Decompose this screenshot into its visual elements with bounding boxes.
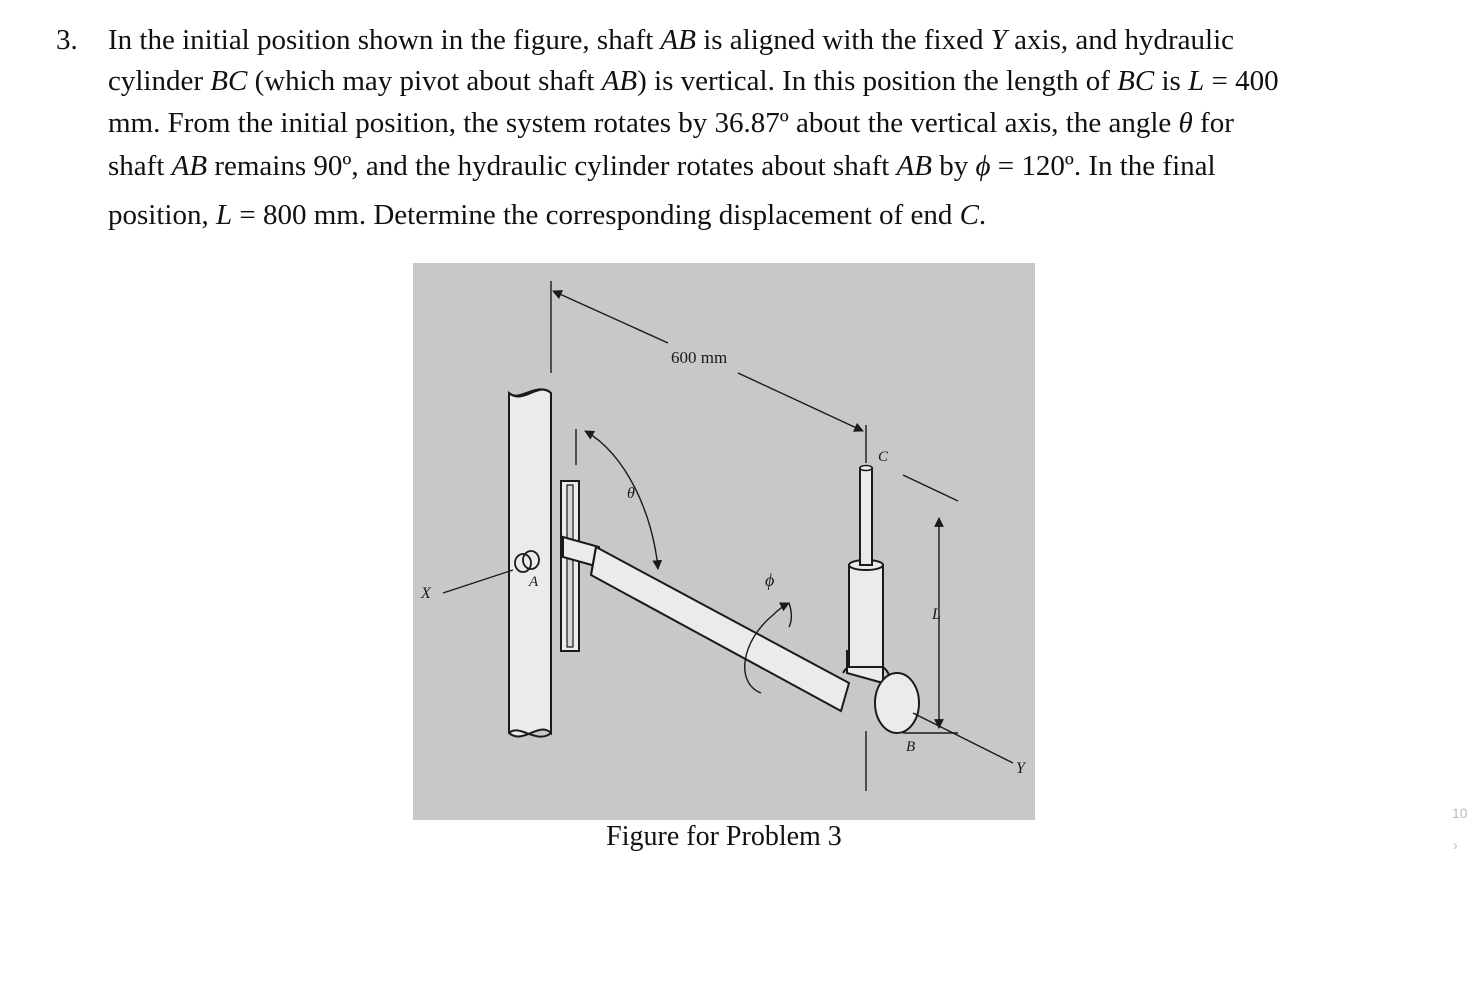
math-variable: ϕ (975, 150, 991, 182)
label-y: Y (1016, 760, 1025, 777)
label-x: X (421, 585, 431, 602)
text-segment: = 800 mm. Determine the corresponding displacement of end (232, 199, 960, 231)
hydraulic-cylinder (849, 466, 883, 668)
math-variable: BC (210, 65, 248, 97)
math-variable: L (1188, 65, 1205, 97)
figure-caption: Figure for Problem 3 (606, 821, 842, 852)
problem-text-line-3 (108, 103, 1234, 143)
text-segment: for (1192, 107, 1234, 139)
text-segment: is aligned with the fixed (695, 24, 991, 56)
problem-text-line-4 (108, 146, 1216, 186)
label-a: A (529, 574, 539, 590)
math-variable: Y (990, 24, 1007, 56)
label-b: B (906, 739, 916, 755)
text-segment: In the initial position shown in the figure, shaft (108, 24, 661, 56)
problem-text-line-1 (108, 20, 1234, 60)
dimension-600mm (553, 291, 863, 431)
text-segment: by (931, 150, 976, 182)
next-page-chevron-icon[interactable]: › (1453, 837, 1458, 853)
math-variable: θ (1178, 107, 1193, 139)
math-variable: AB (171, 150, 208, 182)
label-phi: ϕ (765, 570, 775, 590)
mechanism-drawing (413, 263, 1035, 820)
shaft-ab (591, 547, 849, 711)
text-segment: axis, and hydraulic (1006, 24, 1234, 56)
math-variable: AB (601, 65, 638, 97)
label-c: C (878, 449, 889, 465)
text-segment: remains 90º, and the hydraulic cylinder rotates about shaft (207, 150, 897, 182)
page-edge-number: 10 (1452, 805, 1468, 821)
text-segment: position, (108, 199, 216, 231)
math-variable: BC (1117, 65, 1155, 97)
text-segment: is (1154, 65, 1189, 97)
label-l: L (932, 606, 941, 623)
problem-text-line-2 (108, 61, 1279, 101)
text-segment: . (978, 199, 987, 231)
math-variable: AB (896, 150, 932, 182)
column-bracket (561, 481, 579, 651)
text-segment: = 400 (1204, 65, 1279, 97)
dimension-l (931, 518, 941, 728)
label-theta: θ (627, 485, 635, 502)
math-variable: L (215, 199, 233, 231)
text-segment: = 120º. In the final (990, 150, 1216, 182)
dimension-600mm-label: 600 mm (671, 348, 728, 367)
problem-number: 3. (56, 24, 78, 56)
problem-figure (413, 263, 1035, 820)
text-segment: (which may pivot about shaft (247, 65, 602, 97)
problem-text-line-5 (108, 195, 986, 235)
math-variable: C (959, 199, 979, 231)
math-variable: AB (660, 24, 696, 56)
text-segment: ) is vertical. In this position the length of (637, 65, 1118, 97)
text-segment: mm. From the initial position, the system rotates by 36.87º about the vertical axis, the angle (108, 107, 1179, 139)
text-segment: shaft (108, 150, 172, 182)
text-segment: cylinder (108, 65, 211, 97)
